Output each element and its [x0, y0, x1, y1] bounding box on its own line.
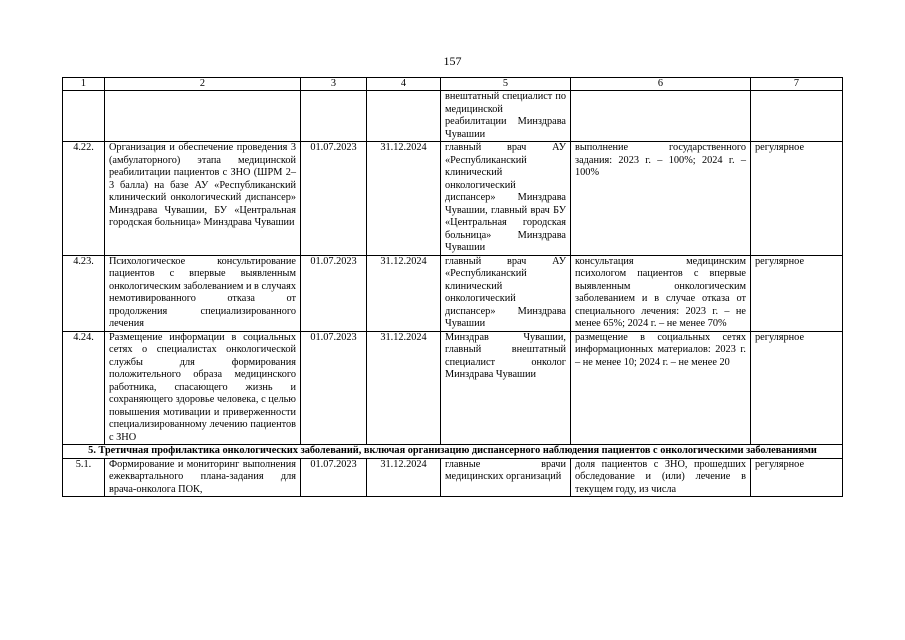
column-number: 3 [301, 78, 367, 91]
start-date: 01.07.2023 [301, 255, 367, 331]
executor: главные врачи медицинских организаций [441, 458, 571, 497]
page-number: 157 [443, 54, 462, 68]
start-date [301, 91, 367, 142]
end-date: 31.12.2024 [367, 331, 441, 445]
item-number: 4.23. [63, 255, 105, 331]
table-row [63, 142, 843, 256]
expected-result [571, 91, 751, 142]
expected-result: консультация медицинским психологом пациентов с впервые выявленным онкологическим заболеванием и в случае отказа от специального лечения: 2023 г. – не менее 65%; 2024 г. – не менее 70% [571, 255, 751, 331]
start-date: 01.07.2023 [301, 458, 367, 497]
column-number: 5 [441, 78, 571, 91]
frequency: регулярное [751, 255, 843, 331]
measure-name: Размещение информации в социальных сетях о специалистах онкологической службы для формирования положительного образа медицинского работника, спасающего жизнь и сохраняющего здоровье человека, с целью повышения мотивации и приверженности специализированному лечению пациентов с ЗНО [105, 331, 301, 445]
column-number: 2 [105, 78, 301, 91]
table-row [63, 91, 843, 142]
executor: внештатный специалист по медицинской реабилитации Минздрава Чувашии [441, 91, 571, 142]
column-number: 7 [751, 78, 843, 91]
section-heading: 5. Третичная профилактика онкологических заболеваний, включая организацию диспансерного наблюдения пациентов с онкологическими заболеваниями [63, 445, 843, 459]
frequency: регулярное [751, 458, 843, 497]
section-heading-row [63, 445, 843, 459]
start-date: 01.07.2023 [301, 331, 367, 445]
expected-result: выполнение государственного задания: 2023 г. – 100%; 2024 г. – 100% [571, 142, 751, 256]
table-row [63, 331, 843, 445]
executor: главный врач АУ «Республиканский клинический онкологический диспансер» Минздрава Чувашии [441, 255, 571, 331]
item-number: 4.24. [63, 331, 105, 445]
frequency: регулярное [751, 142, 843, 256]
measure-name: Психологическое консультирование пациентов с впервые выявленным онкологическим заболеванием и в случаях немотивированного отказа от продолжения специализированного лечения [105, 255, 301, 331]
end-date [367, 91, 441, 142]
column-number: 4 [367, 78, 441, 91]
end-date: 31.12.2024 [367, 458, 441, 497]
measure-name: Формирование и мониторинг выполнения ежеквартального плана-задания для врача-онколога ПОК, [105, 458, 301, 497]
start-date: 01.07.2023 [301, 142, 367, 256]
measure-name [105, 91, 301, 142]
measures-table [62, 77, 843, 497]
expected-result: размещение в социальных сетях информационных материалов: 2023 г. – не менее 10; 2024 г. – не менее 20 [571, 331, 751, 445]
item-number: 5.1. [63, 458, 105, 497]
executor: Минздрав Чувашии, главный внештатный специалист онколог Минздрава Чувашии [441, 331, 571, 445]
end-date: 31.12.2024 [367, 142, 441, 256]
column-number-row [63, 78, 843, 91]
item-number: 4.22. [63, 142, 105, 256]
end-date: 31.12.2024 [367, 255, 441, 331]
measure-name: Организация и обеспечение проведения 3 (амбулаторного) этапа медицинской реабилитации пациентов с ЗНО (ШРМ 2–3 балла) на базе АУ «Республиканский клинический онкологический диспансер» Минздрава Чувашии, БУ «Центральная городская больница» Минздрава Чувашии [105, 142, 301, 256]
item-number [63, 91, 105, 142]
executor: главный врач АУ «Республиканский клинический онкологический диспансер» Минздрава Чувашии, главный врач БУ «Центральная городская больница» Минздрава Чувашии [441, 142, 571, 256]
table-row [63, 255, 843, 331]
column-number: 6 [571, 78, 751, 91]
column-number: 1 [63, 78, 105, 91]
frequency: регулярное [751, 331, 843, 445]
table-row [63, 458, 843, 497]
frequency [751, 91, 843, 142]
expected-result: доля пациентов с ЗНО, прошедших обследование и (или) лечение в текущем году, из числа [571, 458, 751, 497]
